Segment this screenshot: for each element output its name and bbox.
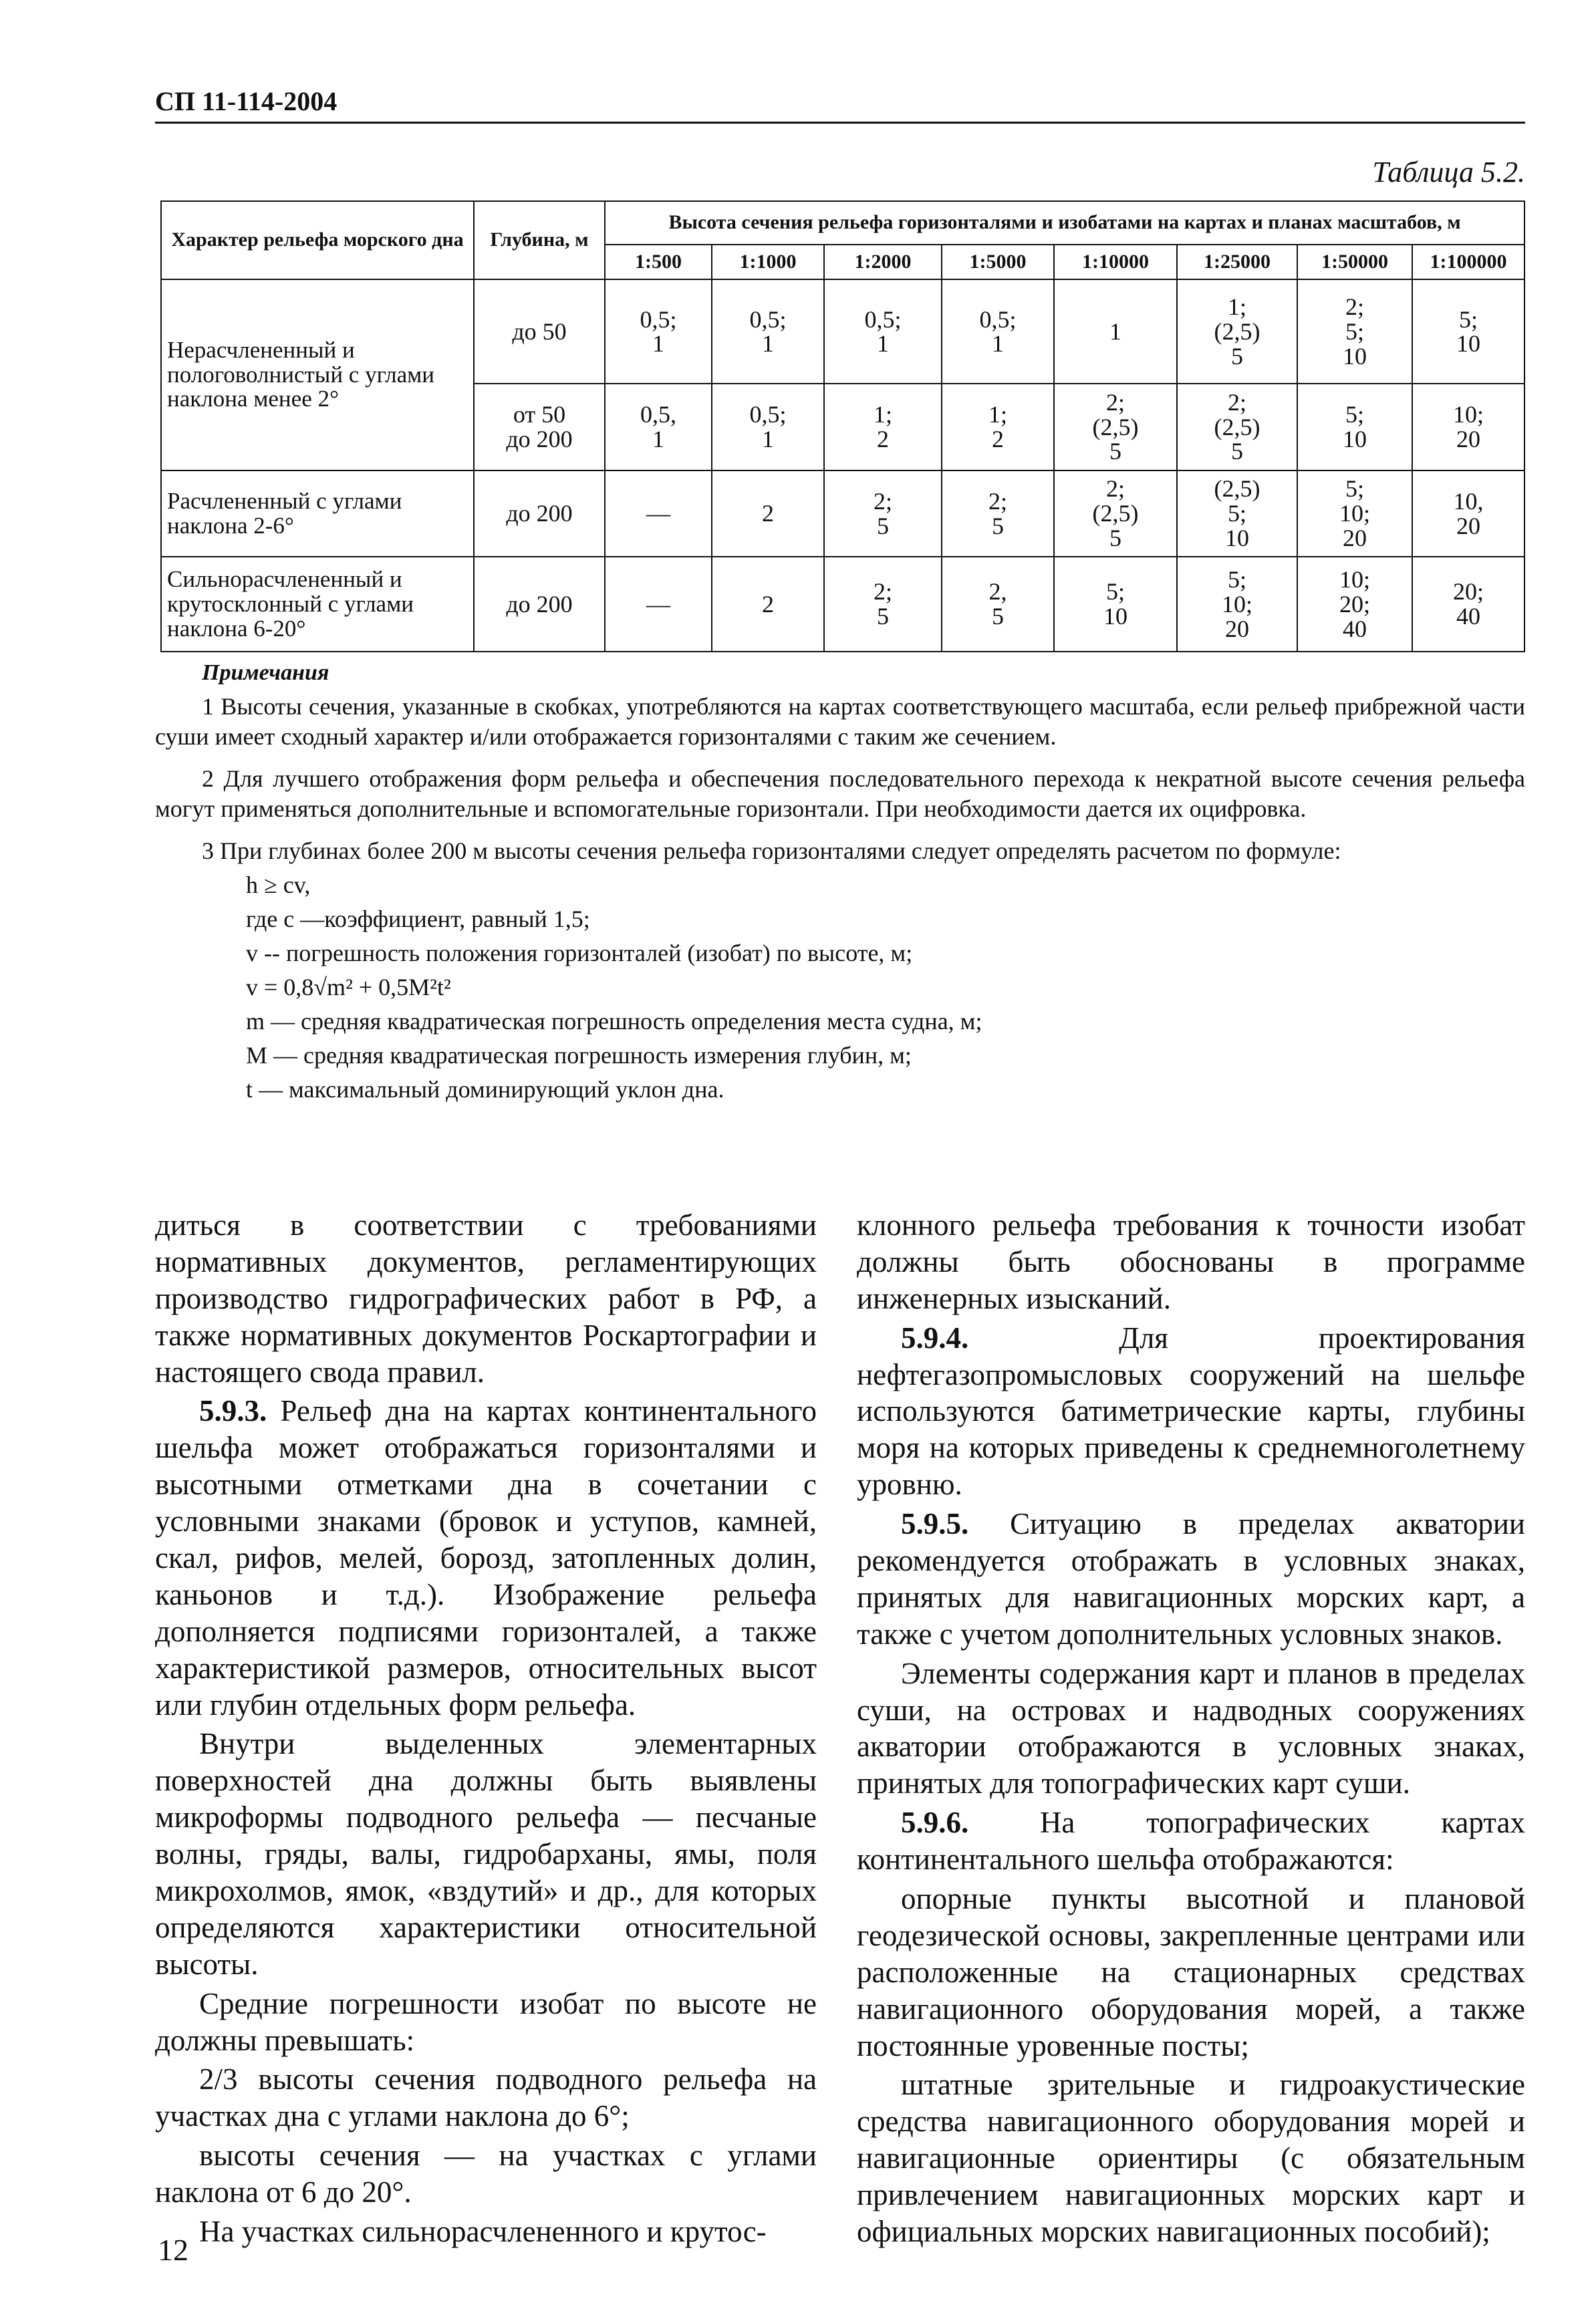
value-cell: 2; (2,5) 5 [1054, 470, 1177, 557]
scale-header: 1:5000 [942, 245, 1054, 280]
value-cell: 0,5; 1 [824, 279, 942, 384]
section-number: 5.9.4. [901, 1321, 969, 1355]
value-cell: 1; 2 [942, 384, 1054, 470]
scale-header: 1:50000 [1297, 245, 1412, 280]
value-cell: — [605, 470, 712, 557]
paragraph [857, 1804, 1525, 1878]
value-cell: 2; (2,5) 5 [1177, 384, 1297, 470]
value-cell: 5; 10; 20 [1177, 557, 1297, 652]
value-cell: 2; (2,5) 5 [1054, 384, 1177, 470]
value-cell: 5; 10 [1412, 279, 1524, 384]
formula-line: t — максимальный доминирующий уклон дна. [246, 1075, 724, 1103]
paragraph: Средние погрешности изобат по высоте не должны превышать: [155, 1986, 817, 2057]
depth-cell: до 200 [474, 557, 605, 652]
value-cell: 0,5; 1 [605, 279, 712, 384]
page-number: 12 [158, 2233, 188, 2267]
value-cell: 1; 2 [824, 384, 942, 470]
formula-line: v -- погрешность положения горизонталей (изобат) по высоте, м; [246, 939, 913, 966]
relief-type-cell: Расчлененный с углами наклона 2-6° [161, 470, 474, 557]
table-row [161, 279, 1524, 384]
formula-line: где c —коэффициент, равный 1,5; [246, 905, 590, 932]
paragraph: Внутри выделенных элементарных поверхностей дна должны быть выявлены микроформы подводного рельефа — песчаные волны, гряды, валы, гидробарханы, ямы, поля микрохолмов, ямок, «вздутий» и др., для которых определяются характеристики относительной высоты. [155, 1727, 817, 1981]
paragraph: клонного рельефа требования к точности изобат должны быть обоснованы в программе инженерных изысканий. [857, 1208, 1525, 1315]
relief-type-cell: Сильнорасчлененный и крутосклонный с углами наклона 6-20° [161, 557, 474, 652]
value-cell: 2; 5 [942, 470, 1054, 557]
value-cell: 0,5; 1 [712, 279, 824, 384]
paragraph-text: На топографических картах континентального шельфа отображаются: [857, 1806, 1525, 1877]
value-cell: 2; 5; 10 [1297, 279, 1412, 384]
paragraph [857, 1506, 1525, 1653]
note-1: 1 Высоты сечения, указанные в скобках, употребляются на картах соответствующего масштаба, если рельеф прибрежной части суши имеет сходный характер и/или отображается горизонталями с таким же сечением. [155, 692, 1525, 750]
scale-header: 1:1000 [712, 245, 824, 280]
formula-line: h ≥ cv, [246, 871, 311, 898]
paragraph: 2/3 высоты сечения подводного рельефа на участках дна с углами наклона до 6°; [155, 2062, 817, 2133]
document-code: СП 11-114-2004 [155, 86, 338, 116]
value-cell: 2; 5 [824, 557, 942, 652]
paragraph [857, 1320, 1525, 1503]
value-cell: 5; 10 [1297, 384, 1412, 470]
value-cell: 10; 20 [1412, 384, 1524, 470]
scale-header: 1:100000 [1412, 245, 1524, 280]
value-cell: 10, 20 [1412, 470, 1524, 557]
value-cell: 1; (2,5) 5 [1177, 279, 1297, 384]
note-2: 2 Для лучшего отображения форм рельефа и обеспечения последовательного перехода к некратной высоте сечения рельефа могут применяться дополнительные и вспомогательные горизонтали. При необходимости дается их оцифровка. [155, 765, 1525, 822]
paragraph: диться в соответствии с требованиями нормативных документов, регламентирующих производство гидрографических работ в РФ, а также нормативных документов Роскартографии и настоящего свода правил. [155, 1208, 817, 1389]
text-column-right [857, 1207, 1525, 2253]
paragraph: На участках сильнорасчлененного и крутос- [199, 2215, 767, 2249]
scale-header: 1:500 [605, 245, 712, 280]
depth-cell: до 200 [474, 470, 605, 557]
notes-title: Примечания [202, 660, 329, 685]
paragraph: опорные пункты высотной и плановой геодезической основы, закрепленные центрами или расположенные на стационарных средствах навигационного оборудования морей, а также постоянные уровенные посты; [857, 1882, 1525, 2062]
scale-header: 1:2000 [824, 245, 942, 280]
depth-cell: до 50 [474, 279, 605, 384]
value-cell: (2,5) 5; 10 [1177, 470, 1297, 557]
table-notes [155, 659, 1525, 1105]
value-cell: 2, 5 [942, 557, 1054, 652]
relief-type-cell: Нерасчлененный и пологоволнистый с углами наклона менее 2° [161, 279, 474, 470]
value-cell: 0,5; 1 [942, 279, 1054, 384]
value-cell: 10; 20; 40 [1297, 557, 1412, 652]
col-header-depth: Глубина, м [474, 201, 605, 279]
formula-line: M — средняя квадратическая погрешность измерения глубин, м; [246, 1041, 912, 1069]
paragraph-text: Для проектирования нефтегазопромысловых сооружений на шельфе используются батиметрические карты, глубины моря на которых приведены к среднемноголетнему уровню. [857, 1321, 1525, 1502]
section-number: 5.9.3. [199, 1394, 267, 1428]
value-cell: 2; 5 [824, 470, 942, 557]
note-3: 3 При глубинах более 200 м высоты сечения рельефа горизонталями следует определять расчетом по формуле: [202, 837, 1341, 864]
text-column-left [155, 1207, 817, 2253]
section-number: 5.9.6. [901, 1806, 969, 1840]
page-header [155, 86, 1525, 126]
col-header-relief: Характер рельефа морского дна [161, 201, 474, 279]
col-header-section-height: Высота сечения рельефа горизонталями и изобатами на картах и планах масштабов, м [605, 201, 1524, 245]
formula-line: m — средняя квадратическая погрешность определения места судна, м; [246, 1007, 982, 1035]
paragraph [155, 1393, 817, 1723]
scale-header: 1:25000 [1177, 245, 1297, 280]
value-cell: 5; 10 [1054, 557, 1177, 652]
paragraph: штатные зрительные и гидроакустические средства навигационного оборудования морей и навигационные ориентиры (с обязательным привлечением навигационных морских карт и официальных морских навигационных пособий); [857, 2068, 1525, 2249]
value-cell: 2 [712, 470, 824, 557]
value-cell: 1 [1054, 279, 1177, 384]
paragraph: высоты сечения — на участках с углами наклона от 6 до 20°. [155, 2139, 817, 2209]
table-row [161, 470, 1524, 557]
formula-line: v = 0,8√m² + 0,5M²t² [246, 973, 451, 1000]
paragraph: Элементы содержания карт и планов в пределах суши, на островах и надводных сооружениях акватории отображаются в условных знаках, принятых для топографических карт суши. [857, 1656, 1525, 1800]
depth-cell: от 50 до 200 [474, 384, 605, 470]
paragraph-text: Рельеф дна на картах континентального шельфа может отображаться горизонталями и высотными отметками дна в сочетании с условными знаками (бровок и уступов, камней, скал, рифов, мелей, борозд, затопленных долин, каньонов и т.д.). Изображение рельефа дополняется подписями горизонталей, а также характеристикой размеров, относительных высот или глубин отдельных форм рельефа. [155, 1394, 817, 1722]
table-caption: Таблица 5.2. [1372, 156, 1525, 188]
value-cell: 5; 10; 20 [1297, 470, 1412, 557]
value-cell: — [605, 557, 712, 652]
scale-header: 1:10000 [1054, 245, 1177, 280]
value-cell: 2 [712, 557, 824, 652]
section-number: 5.9.5. [901, 1507, 969, 1541]
value-cell: 20; 40 [1412, 557, 1524, 652]
paragraph-text: Ситуацию в пределах акватории рекомендуется отображать в условных знаках, принятых для навигационных морских карт, а также с учетом дополнительных условных знаков. [857, 1507, 1525, 1651]
table-row [161, 557, 1524, 652]
value-cell: 0,5, 1 [605, 384, 712, 470]
value-cell: 0,5; 1 [712, 384, 824, 470]
header-rule [155, 122, 1525, 124]
relief-table [160, 200, 1525, 652]
